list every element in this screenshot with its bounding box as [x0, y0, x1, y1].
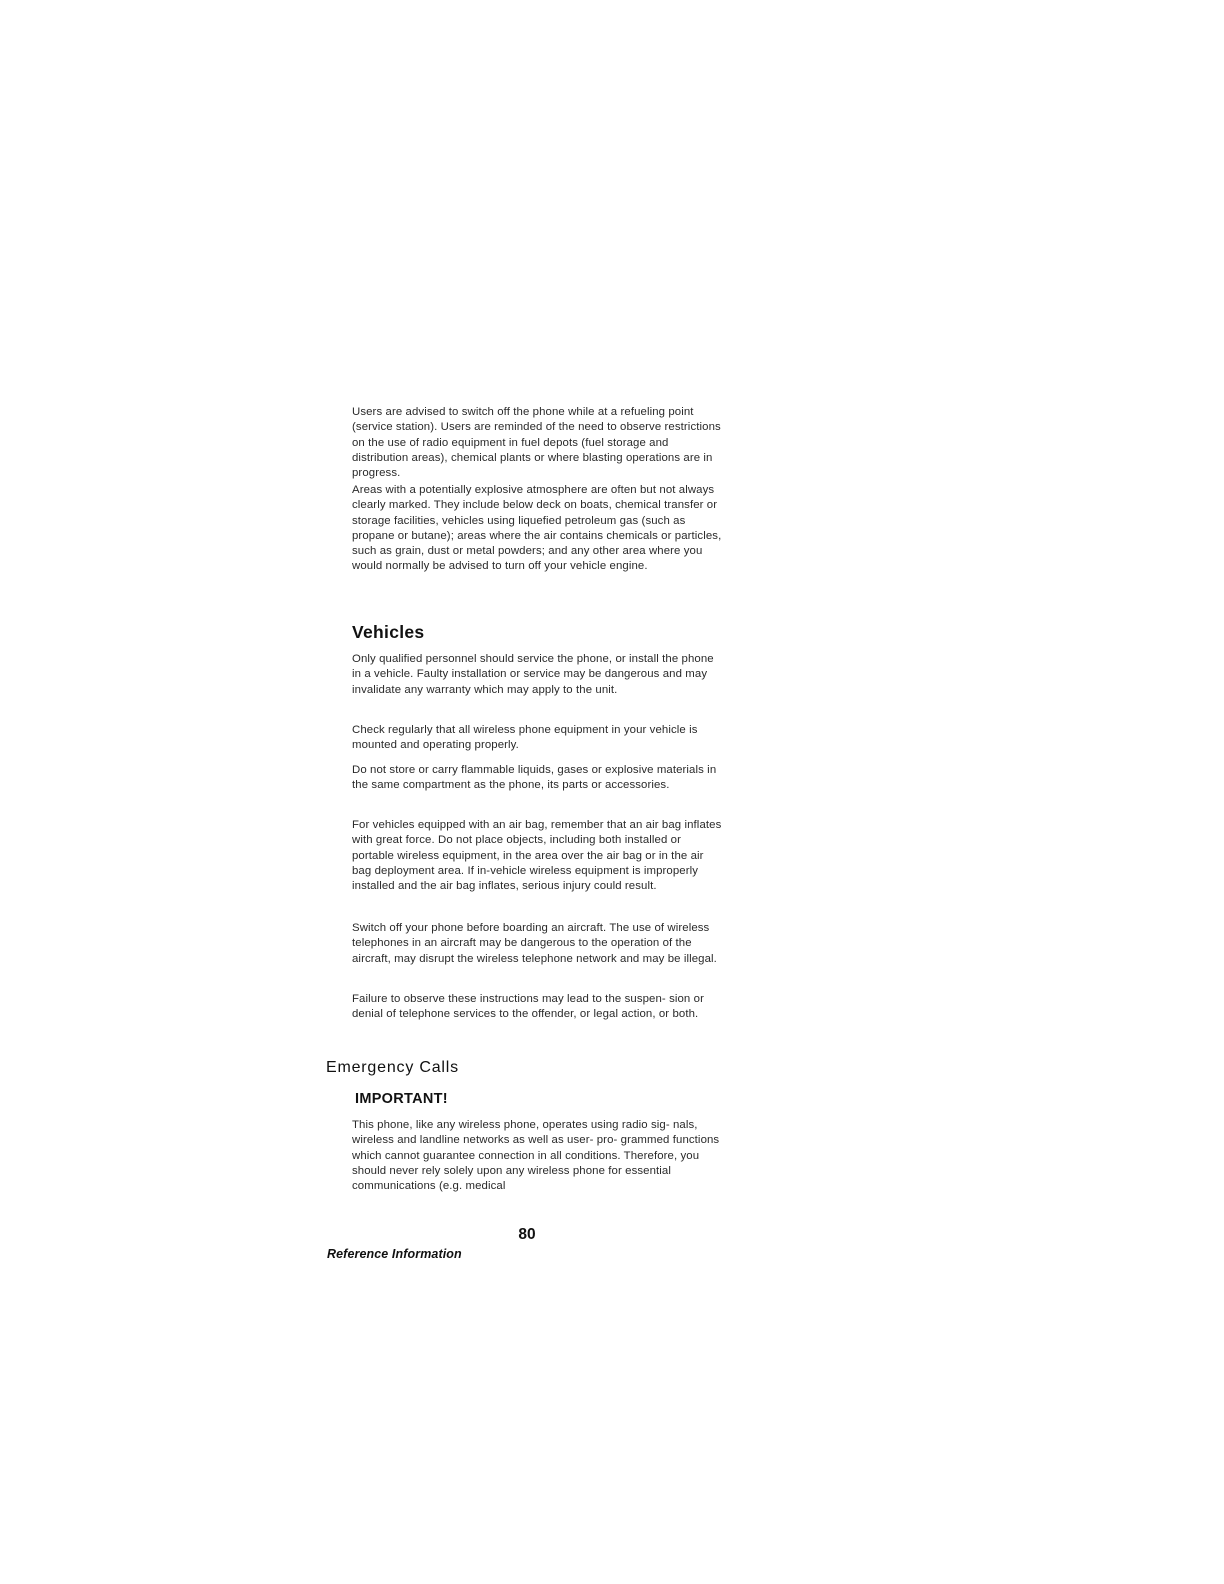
refueling-section [352, 405, 724, 481]
paragraph-explosive-areas: Areas with a potentially explosive atmosphere are often but not always clearly marked. They include below deck on boats, chemical transfer or storage facilities, vehicles using liquefied petroleum gas (such as propane or butane); areas where the air contains chemicals or particles, such as grain, dust or metal powders; and any other area where you would normally be advised to turn off your vehicle engine. [352, 484, 722, 573]
paragraph-refueling: Users are advised to switch off the phone while at a refueling point (service station). Users are reminded of the need to observe restrictions on the use of radio equipment in fuel depots (fuel storage and distribution areas), chemical plants or where blasting operations are in progress. [352, 406, 721, 480]
paragraph-failure: Failure to observe these instructions may lead to the suspen- sion or denial of telephone services to the offender, or legal action, or both. [352, 993, 704, 1021]
vehicles-paragraph-6 [352, 992, 724, 1023]
emergency-calls-heading: Emergency Calls [326, 1059, 459, 1076]
vehicles-paragraph-2 [352, 723, 724, 754]
vehicles-paragraph-4 [352, 818, 724, 894]
paragraph-air-bag: For vehicles equipped with an air bag, remember that an air bag inflates with great force. Do not place objects, including both installed or portable wireless equipment, in the area over the air bag or in the air bag deployment area. If in-vehicle wireless equipment is improperly installed and the air bag inflates, serious injury could result. [352, 819, 722, 893]
vehicles-paragraph-5 [352, 921, 724, 967]
explosive-areas-section [352, 483, 724, 575]
paragraph-flammable: Do not store or carry flammable liquids, gases or explosive materials in the same compartment as the phone, its parts or accessories. [352, 764, 717, 792]
paragraph-qualified-personnel: Only qualified personnel should service the phone, or install the phone in a vehicle. Faulty installation or service may be dangerous and may invalidate any warranty which may apply to the unit. [352, 653, 714, 696]
paragraph-aircraft: Switch off your phone before boarding an aircraft. The use of wireless telephones in an aircraft may be dangerous to the operation of the aircraft, may disrupt the wireless telephone network and may be illegal. [352, 922, 717, 965]
vehicles-paragraph-1 [352, 652, 724, 698]
emergency-paragraph [352, 1118, 724, 1194]
vehicles-paragraph-3 [352, 763, 724, 794]
important-subheading: IMPORTANT! [355, 1091, 448, 1107]
paragraph-check-regularly: Check regularly that all wireless phone equipment in your vehicle is mounted and operating properly. [352, 724, 698, 752]
paragraph-wireless-phone: This phone, like any wireless phone, operates using radio sig- nals, wireless and landline networks as well as user- pro- grammed functions which cannot guarantee connection in all conditions. Therefore, you should never rely solely upon any wireless phone for essential communications (e.g. medical [352, 1119, 720, 1193]
footer-section-title: Reference Information [327, 1247, 462, 1261]
vehicles-heading: Vehicles [352, 622, 425, 642]
page-number: 80 [518, 1226, 536, 1243]
